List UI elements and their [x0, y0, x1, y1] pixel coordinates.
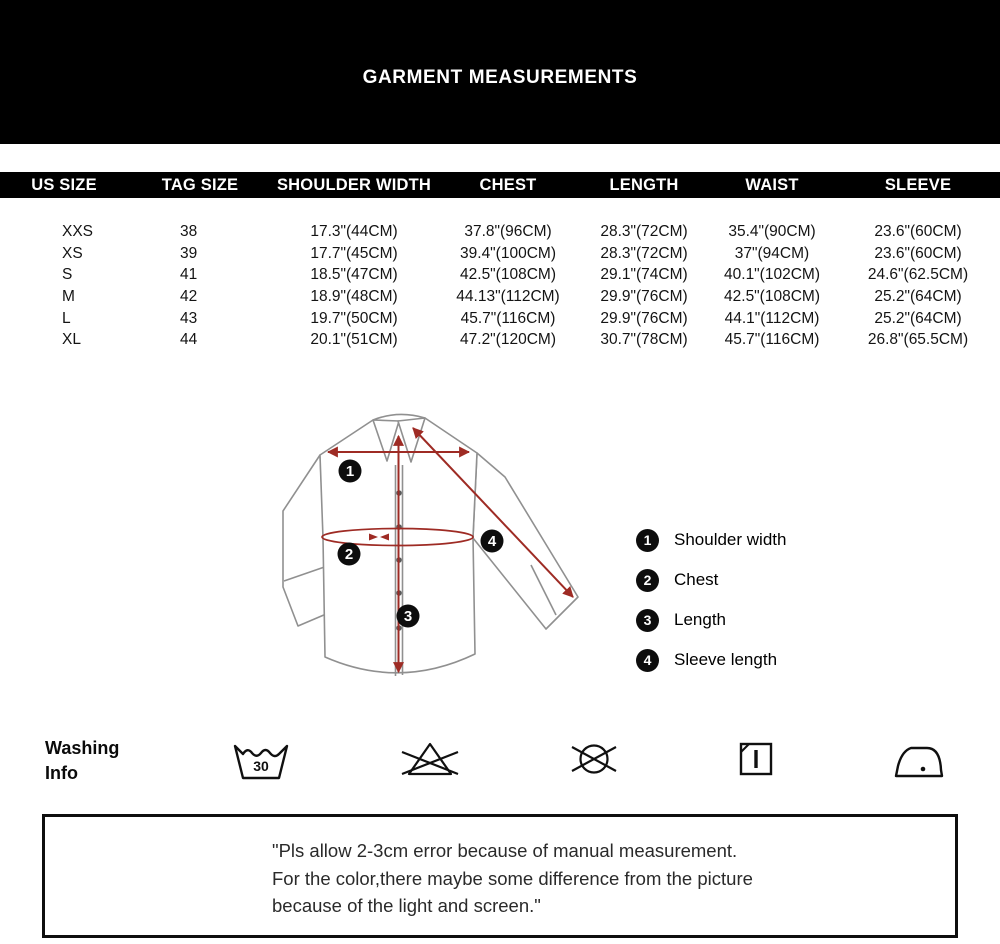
iron-icon [894, 742, 944, 780]
column-header-shoulder-width: SHOULDER WIDTH [276, 175, 432, 194]
title-banner [0, 0, 1000, 144]
cell-sleeve: 23.6"(60CM) [874, 244, 962, 262]
cell-us-size: L [62, 309, 71, 327]
cell-us-size: XL [62, 331, 81, 349]
cell-tag-size: 42 [180, 287, 198, 305]
size-table-header [0, 172, 1000, 198]
cell-tag-size: 38 [180, 222, 198, 240]
legend-item-shoulder-width [636, 528, 786, 552]
wash-temp-label: 30 [253, 758, 269, 774]
cell-tag-size: 39 [180, 244, 198, 262]
cell-length: 29.1"(74CM) [600, 266, 688, 284]
cell-us-size: S [62, 266, 73, 284]
do-not-dry-clean-icon [570, 742, 618, 776]
cell-length: 29.9"(76CM) [600, 309, 688, 327]
legend-item-length [636, 608, 786, 632]
cell-shoulder: 18.9"(48CM) [310, 287, 398, 305]
disclaimer-line: For the color,there maybe some difference from the picture [272, 867, 753, 889]
cell-shoulder: 17.3"(44CM) [310, 222, 398, 240]
cell-shoulder: 19.7"(50CM) [310, 309, 398, 327]
cell-length: 28.3"(72CM) [600, 244, 688, 262]
cell-tag-size: 44 [180, 331, 198, 349]
table-row [0, 286, 1000, 308]
disclaimer-line: because of the light and screen." [272, 895, 541, 916]
badge-1: 1 [345, 463, 355, 480]
cell-tag-size: 41 [180, 266, 198, 284]
cell-shoulder: 18.5"(47CM) [310, 266, 398, 284]
cell-length: 28.3"(72CM) [600, 222, 688, 240]
cell-chest: 42.5"(108CM) [460, 266, 556, 284]
legend-number: 1 [636, 529, 659, 552]
cell-sleeve: 24.6"(62.5CM) [867, 266, 969, 284]
cell-sleeve: 25.2"(64CM) [874, 309, 962, 327]
cell-waist: 40.1"(102CM) [724, 266, 820, 284]
do-not-bleach-icon [400, 741, 460, 777]
measurement-legend [636, 528, 786, 688]
cell-waist: 42.5"(108CM) [724, 287, 820, 305]
cell-shoulder: 17.7"(45CM) [310, 244, 398, 262]
cell-waist: 37"(94CM) [734, 244, 810, 262]
cell-chest: 45.7"(116CM) [460, 309, 556, 327]
cell-sleeve: 25.2"(64CM) [874, 287, 962, 305]
cell-us-size: XXS [62, 222, 94, 240]
column-header-sleeve: SLEEVE [884, 175, 952, 194]
size-table-body [0, 221, 1000, 351]
cell-length: 29.9"(76CM) [600, 287, 688, 305]
cell-chest: 44.13"(112CM) [456, 287, 560, 305]
shirt-measurement-diagram [270, 395, 600, 695]
legend-number: 2 [636, 569, 659, 592]
cell-waist: 45.7"(116CM) [724, 331, 820, 349]
cell-length: 30.7"(78CM) [600, 331, 688, 349]
machine-wash-30-icon [233, 741, 289, 781]
legend-number: 3 [636, 609, 659, 632]
column-header-waist: WAIST [745, 175, 799, 194]
cell-chest: 47.2"(120CM) [460, 331, 556, 349]
column-header-tag-size: TAG SIZE [161, 175, 239, 194]
badge-2: 2 [344, 546, 354, 563]
cell-sleeve: 26.8"(65.5CM) [867, 331, 969, 349]
legend-number: 4 [636, 649, 659, 672]
badge-4: 4 [487, 533, 497, 550]
drip-dry-icon [739, 741, 773, 777]
cell-us-size: XS [62, 244, 83, 262]
legend-label: Sleeve length [674, 650, 778, 669]
legend-label: Shoulder width [674, 530, 787, 549]
cell-waist: 35.4"(90CM) [728, 222, 816, 240]
cell-waist: 44.1"(112CM) [724, 309, 820, 327]
legend-label: Chest [674, 570, 719, 589]
legend-label: Length [674, 610, 726, 629]
disclaimer-box [42, 814, 958, 938]
table-row [0, 243, 1000, 265]
cell-tag-size: 43 [180, 309, 198, 327]
legend-item-sleeve-length [636, 648, 786, 672]
washing-info-label: Washing Info [45, 738, 120, 783]
column-header-us-size: US SIZE [31, 175, 97, 194]
table-row [0, 308, 1000, 330]
page-title: GARMENT MEASUREMENTS [362, 67, 638, 88]
legend-item-chest [636, 568, 786, 592]
cell-sleeve: 23.6"(60CM) [874, 222, 962, 240]
table-row [0, 264, 1000, 286]
column-header-chest: CHEST [479, 175, 537, 194]
cell-chest: 37.8"(96CM) [464, 222, 552, 240]
table-row [0, 329, 1000, 351]
table-row [0, 221, 1000, 243]
cell-us-size: M [62, 287, 75, 305]
cell-chest: 39.4"(100CM) [460, 244, 556, 262]
column-header-length: LENGTH [609, 175, 679, 194]
cell-shoulder: 20.1"(51CM) [310, 331, 398, 349]
badge-3: 3 [403, 608, 413, 625]
disclaimer-line: "Pls allow 2-3cm error because of manual measurement. [272, 840, 738, 861]
